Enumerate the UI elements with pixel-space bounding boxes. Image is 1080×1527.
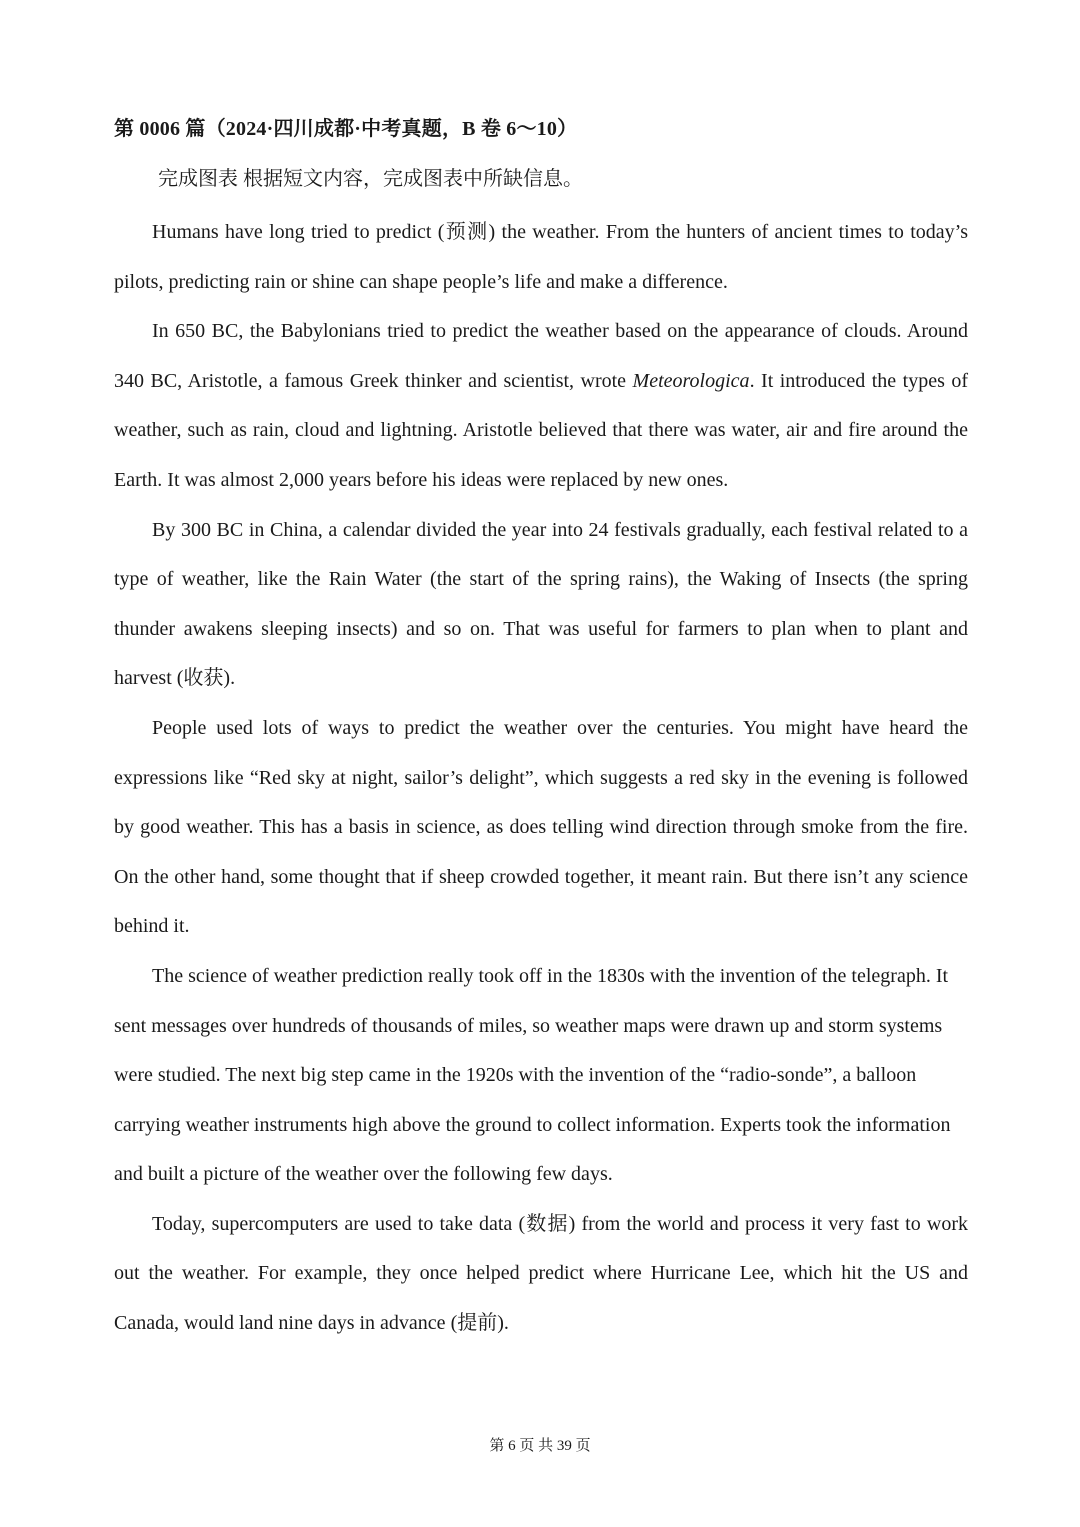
paragraph-2-text-before: In 650 BC, the Babylonians tried to predict the weather based on the appearance of clouds. Around 340 BC, Aristotle, a famous Greek thinker and scientist, wrote — [114, 320, 968, 392]
paragraph-1: Humans have long tried to predict (预测) the weather. From the hunters of ancient times to today’s pilots, predicting rain or shine can shape people’s life and make a difference. — [114, 221, 968, 293]
paragraph-2 — [114, 307, 968, 505]
book-title: Meteorologica — [632, 369, 750, 392]
paragraph-2-text-after: . It introduced the types of weather, such as rain, cloud and lightning. Aristotle believed that there was water, air and fire around the Earth. It was almost 2,000 years before his ideas were replaced by new ones. — [114, 369, 968, 491]
paragraph-4: People used lots of ways to predict the weather over the centuries. You might have heard the expressions like “Red sky at night, sailor’s delight”, which suggests a red sky in the evening is followed by good weather. This has a basis in science, as does telling wind direction through smoke from the fire. On the other hand, some thought that if sheep crowded together, it meant rain. But there isn’t any science behind it. — [114, 716, 968, 938]
page-number: 第 6 页 共 39 页 — [489, 1438, 591, 1454]
paragraph-6: Today, supercomputers are used to take data (数据) from the world and process it very fast to work out the weather. For example, they once helped predict where Hurricane Lee, which hit the US and Canada, would land nine days in advance (提前). — [114, 1212, 968, 1335]
paragraph-3: By 300 BC in China, a calendar divided the year into 24 festivals gradually, each festival related to a type of weather, like the Rain Water (the start of the spring rains), the Waking of Insects (the spring thunder awakens sleeping insects) and so on. That was useful for farmers to plan when to plant and harvest (收获). — [114, 518, 968, 690]
paragraph-5: The science of weather prediction really took off in the 1830s with the invention of the telegraph. It sent messages over hundreds of thousands of miles, so weather maps were drawn up and storm systems were studied. The next big step came in the 1920s with the invention of the “radio-sonde”, a balloon carrying weather instruments high above the ground to collect information. Experts took the information and built a picture of the weather over the following few days. — [114, 964, 951, 1186]
exercise-instruction: 完成图表 根据短文内容，完成图表中所缺信息。 — [158, 168, 583, 190]
exercise-title: 第 0006 篇（2024·四川成都·中考真题，B 卷 6～10） — [114, 118, 578, 140]
reading-passage — [114, 208, 968, 1349]
